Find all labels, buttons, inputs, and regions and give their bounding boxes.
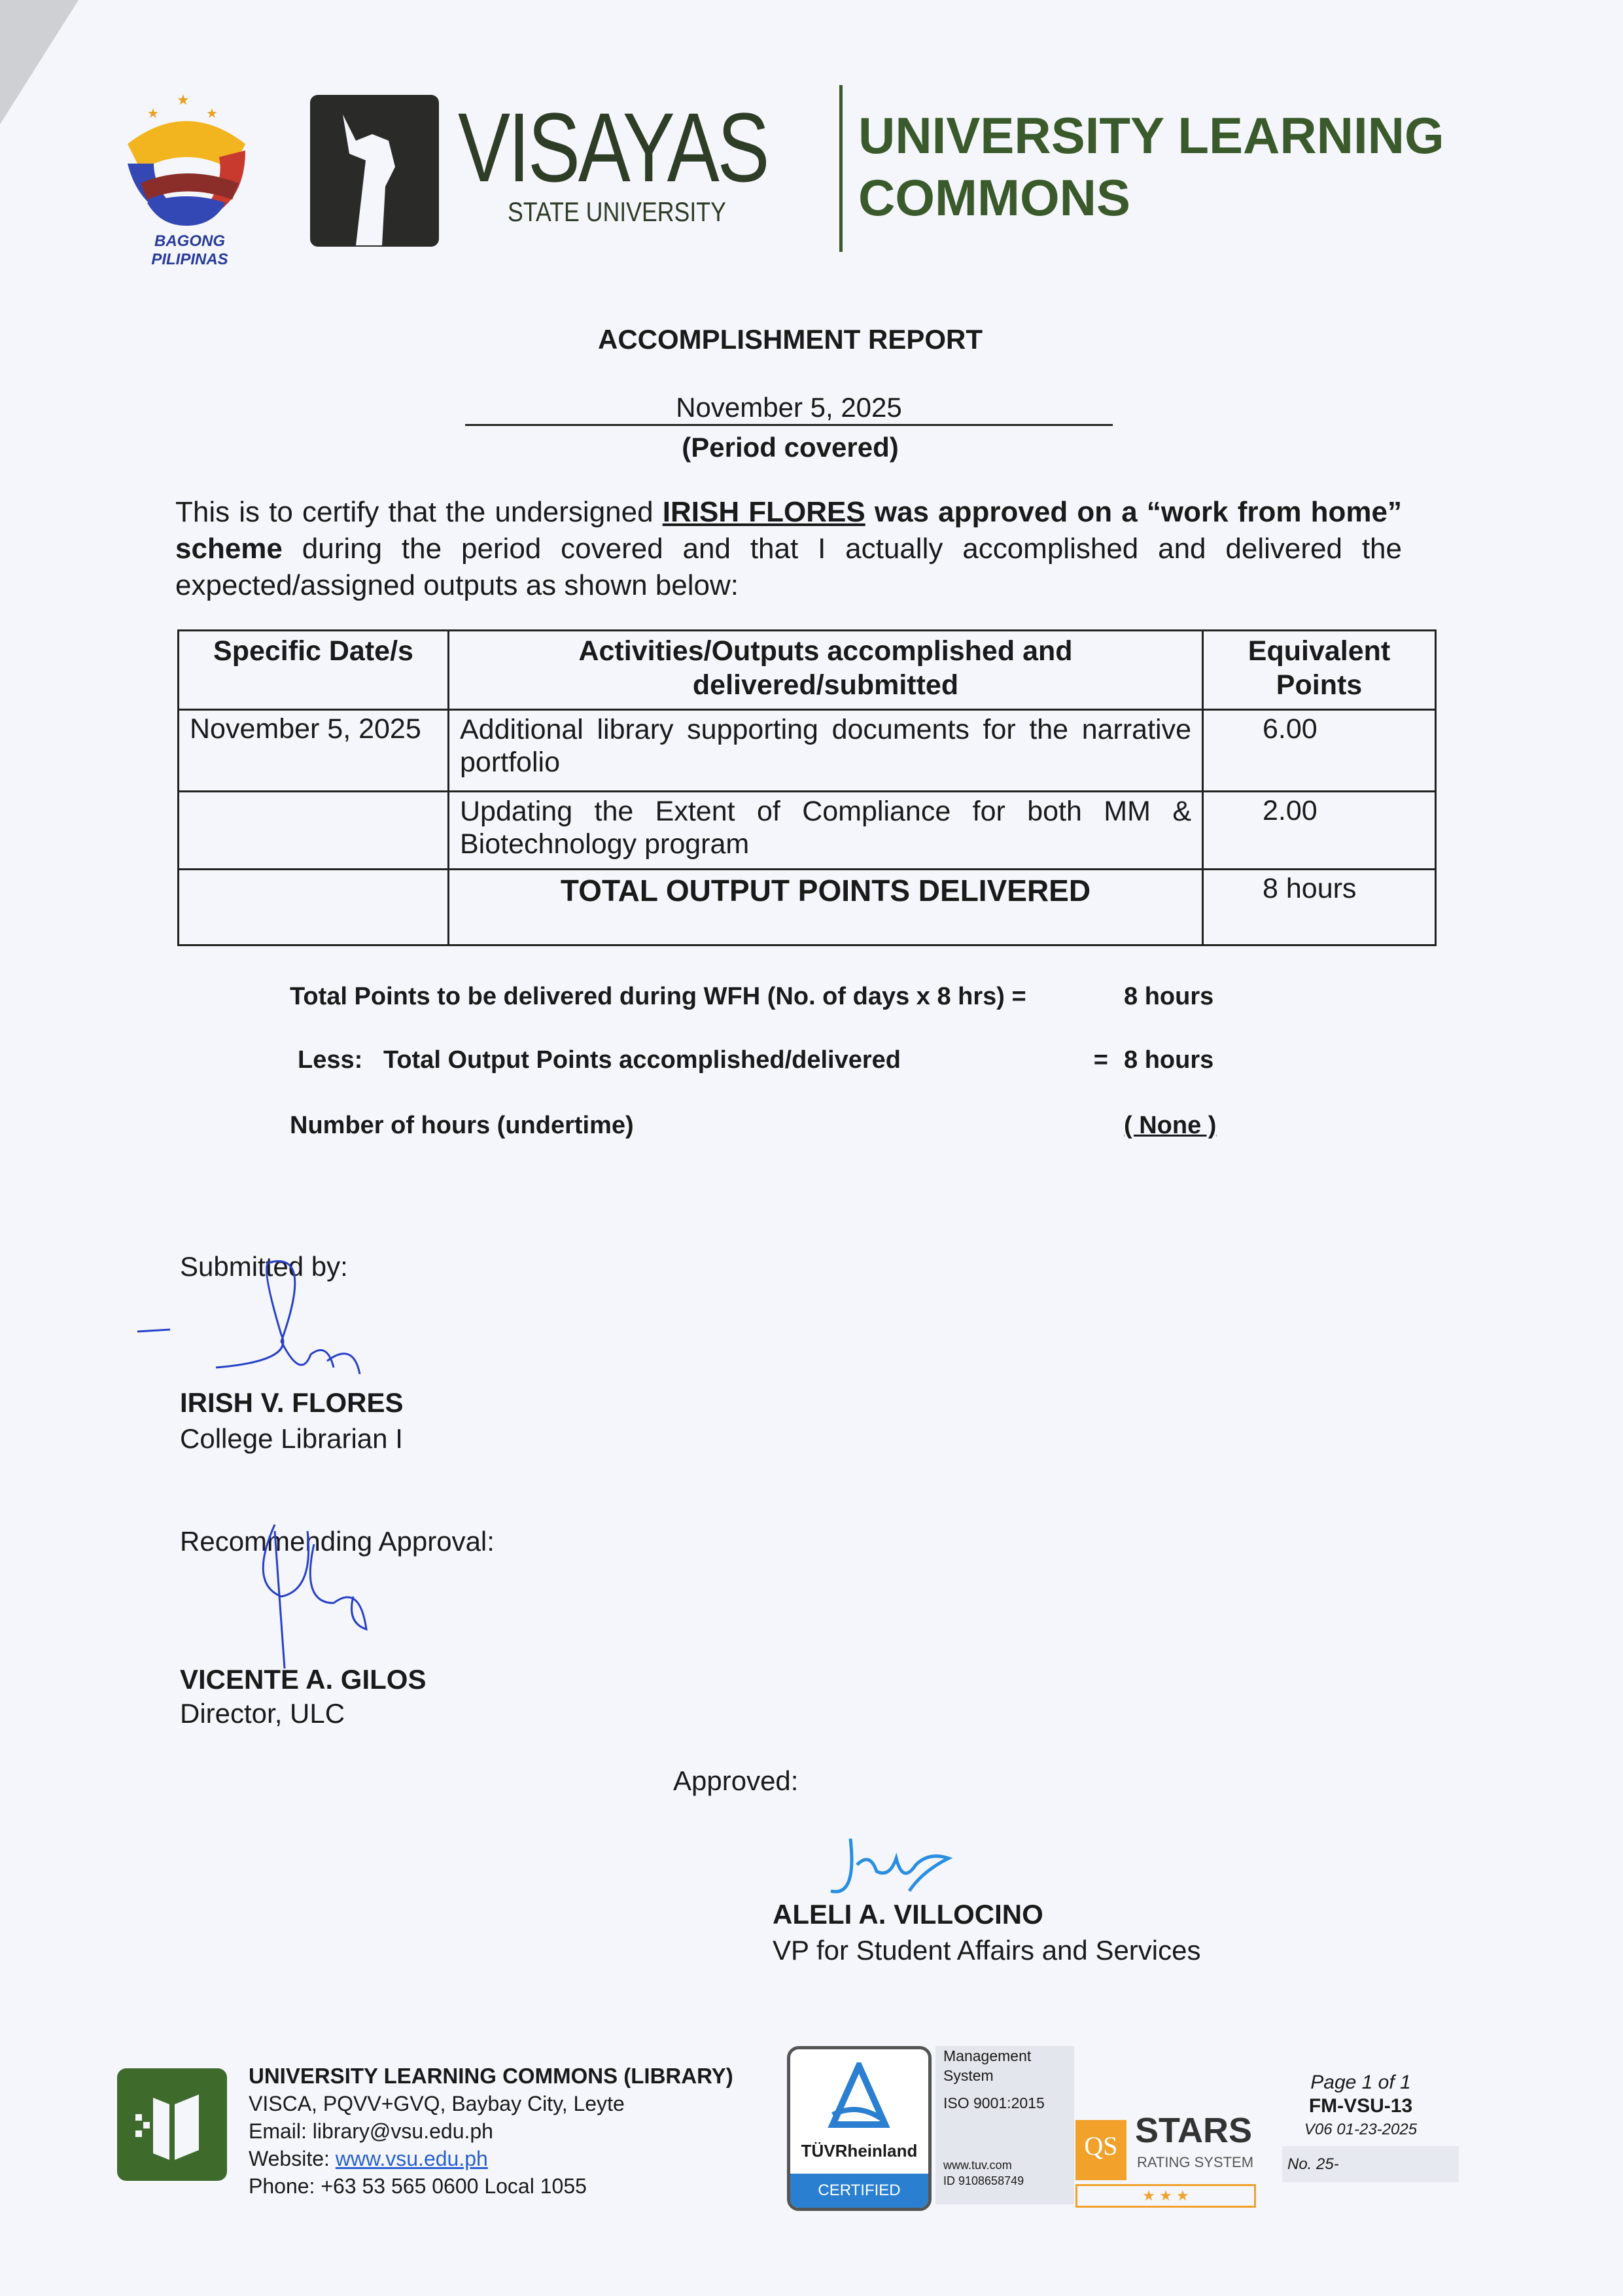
header-date: Specific Date/s — [179, 631, 449, 710]
tuv-triangle-icon — [826, 2062, 892, 2134]
row-points: 6.00 — [1203, 710, 1436, 792]
approved-title: VP for Student Affairs and Services — [773, 1935, 1201, 1966]
tuv-brand: TÜVRheinland — [801, 2141, 918, 2161]
unit-name-line1: UNIVERSITY LEARNING — [858, 107, 1444, 164]
form-number: No. 25- — [1282, 2146, 1459, 2182]
header-divider — [839, 85, 843, 252]
summary-line2 — [298, 1045, 1271, 1075]
row-points: 2.00 — [1203, 792, 1436, 870]
qs-rating-text: RATING SYSTEM — [1137, 2154, 1254, 2170]
recommending-title: Director, ULC — [180, 1698, 345, 1729]
table-total-row — [179, 870, 1436, 945]
footer-contact — [249, 2062, 733, 2200]
footer-email: Email: library@vsu.edu.ph — [249, 2119, 493, 2143]
total-value: 8 hours — [1203, 870, 1436, 945]
library-book-icon — [117, 2068, 227, 2181]
para-text-end: during the period covered and that I actually accomplished and delivered the expected/assigned outputs as shown below: — [175, 533, 1402, 601]
accomplishment-table — [177, 629, 1437, 946]
summary-line2-label: Less: Total Output Points accomplished/delivered — [298, 1046, 901, 1074]
table-row — [179, 710, 1436, 792]
form-version: V06 01-23-2025 — [1304, 2121, 1418, 2138]
qs-star-rating: ★ ★ ★ — [1075, 2184, 1256, 2208]
svg-text:★: ★ — [147, 107, 159, 121]
row-date — [179, 792, 449, 870]
header-points: Equivalent Points — [1203, 631, 1436, 710]
qs-stars-text: STARS — [1135, 2111, 1253, 2150]
summary-line2-value: 8 hours — [1124, 1046, 1214, 1074]
footer-website — [249, 2145, 733, 2172]
recommending-name: VICENTE A. GILOS — [180, 1664, 427, 1695]
tuv-web: www.tuv.com — [943, 2159, 1012, 2172]
summary-line2-eq: = — [1093, 1046, 1108, 1074]
table-row — [179, 792, 1436, 870]
employee-name: IRISH FLORES — [662, 496, 865, 528]
period-value: November 5, 2025 — [465, 391, 1113, 426]
summary-line1-label: Total Points to be delivered during WFH (No. of days x 8 hrs) = — [290, 983, 1026, 1010]
svg-text:★: ★ — [206, 107, 218, 121]
website-label: Website: — [249, 2147, 336, 2170]
report-title: ACCOMPLISHMENT REPORT — [598, 324, 983, 355]
summary-line1 — [290, 981, 1271, 1012]
bagong-pilipinas-logo — [114, 85, 265, 268]
para-bold-text: was approved on a “work from home” scheme — [175, 496, 1403, 565]
university-name: VISAYAS — [458, 92, 768, 202]
bagong-pilipinas-text: BAGONG PILIPINAS — [151, 232, 228, 268]
page-number: Page 1 of 1 — [1310, 2072, 1411, 2093]
unit-name — [858, 105, 1444, 229]
footer-address: VISCA, PQVV+GVQ, Baybay City, Leyte — [249, 2092, 625, 2115]
tuv-details — [935, 2046, 1074, 2204]
period-label: (Period covered) — [682, 432, 899, 463]
form-info — [1269, 2071, 1452, 2142]
header-activities: Activities/Outputs accomplished and delivered/submitted — [449, 631, 1203, 710]
row-activity: Updating the Extent of Compliance for both MM & Biotechnology program — [449, 792, 1203, 870]
footer-org: UNIVERSITY LEARNING COMMONS (LIBRARY) — [249, 2064, 733, 2088]
tuv-certification-badge — [787, 2046, 932, 2211]
tuv-certified: CERTIFIED — [790, 2174, 928, 2208]
qs-logo: QS — [1075, 2120, 1126, 2180]
unit-name-line2: COMMONS — [858, 169, 1130, 226]
form-code: FM-VSU-13 — [1308, 2095, 1413, 2117]
footer-phone: Phone: +63 53 565 0600 Local 1055 — [249, 2174, 587, 2198]
submitted-name: IRISH V. FLORES — [180, 1387, 404, 1418]
university-subtitle: STATE UNIVERSITY — [508, 196, 726, 227]
table-header-row — [179, 631, 1436, 710]
tuv-ms1: Management — [943, 2047, 1032, 2064]
svg-text:★: ★ — [177, 92, 190, 108]
row-activity: Additional library supporting documents for the narrative portfolio — [449, 710, 1203, 792]
website-link[interactable]: www.vsu.edu.ph — [335, 2147, 488, 2170]
summary-line1-value: 8 hours — [1124, 983, 1214, 1010]
tuv-iso: ISO 9001:2015 — [943, 2094, 1045, 2111]
total-empty-cell — [179, 870, 449, 945]
tuv-ms2: System — [943, 2067, 994, 2084]
certification-paragraph — [175, 494, 1402, 604]
total-label: TOTAL OUTPUT POINTS DELIVERED — [449, 870, 1203, 945]
submitted-label: Submitted by: — [180, 1251, 348, 1282]
recommending-label: Recommending Approval: — [180, 1526, 495, 1557]
submitted-title: College Librarian I — [180, 1423, 403, 1454]
para-text: This is to certify that the undersigned — [175, 496, 663, 528]
summary-line3-value: ( None ) — [1124, 1112, 1217, 1139]
vsu-logo-icon — [310, 95, 439, 247]
summary-line3-label: Number of hours (undertime) — [290, 1112, 634, 1139]
approved-label: Approved: — [673, 1765, 799, 1796]
summary-line3 — [290, 1110, 1271, 1140]
approved-name: ALELI A. VILLOCINO — [773, 1899, 1043, 1930]
scan-corner — [0, 0, 79, 124]
tuv-id: ID 9108658749 — [943, 2174, 1024, 2187]
recommending-signature — [236, 1505, 393, 1675]
row-date: November 5, 2025 — [179, 710, 449, 792]
